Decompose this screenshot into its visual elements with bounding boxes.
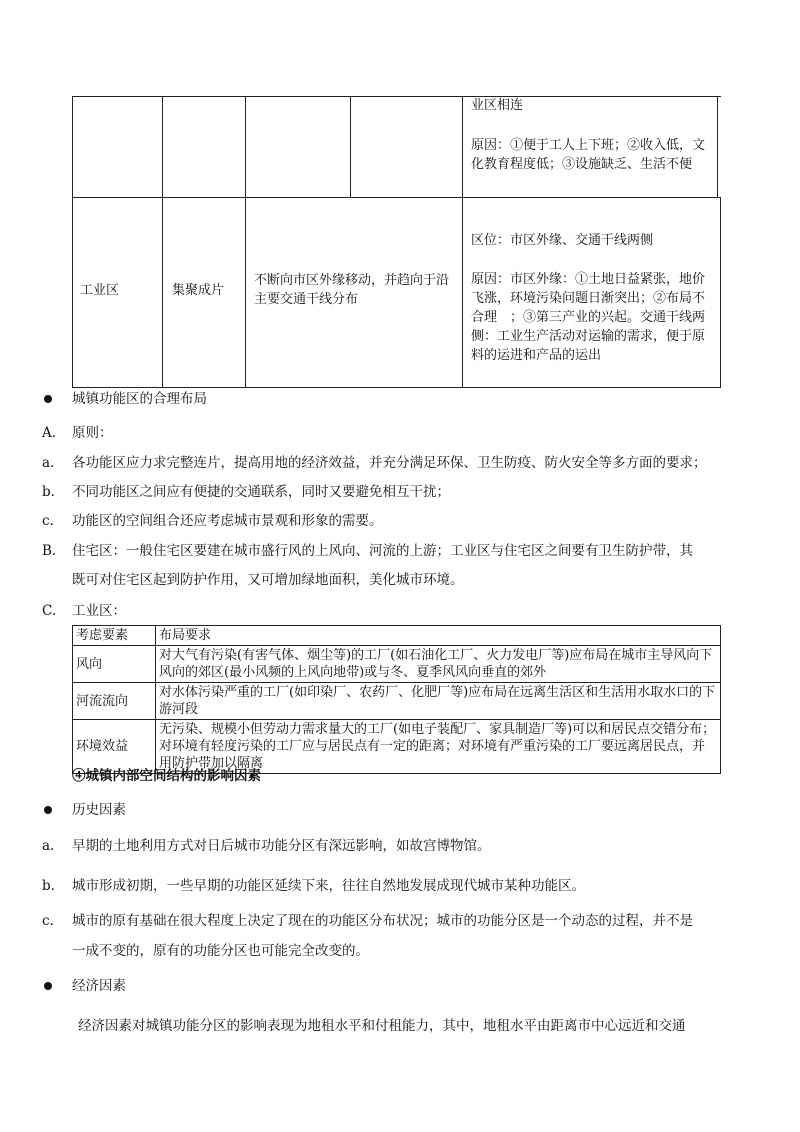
list-marker: c. bbox=[42, 913, 54, 929]
list-marker: c. bbox=[42, 513, 54, 529]
subsection-heading: 历史因素 bbox=[72, 802, 126, 818]
table-cell: 无污染、规模小但劳动力需求量大的工厂(如电子装配厂、家具制造厂等)可以和居民点交错分布；对环境有轻度污染的工厂应与居民点有一定的距离；对环境有严重污染的工厂要远离居民点，并用防护带加以隔离 bbox=[156, 720, 721, 774]
table1-border bbox=[72, 387, 721, 388]
table1-cell: 工业区 bbox=[80, 283, 120, 298]
bullet-icon bbox=[44, 395, 52, 403]
list-item: 原则： bbox=[72, 425, 113, 441]
table1-border bbox=[245, 96, 246, 388]
list-item-continued: 既可对住宅区起到防护作用，又可增加绿地面积，美化城市环境。 bbox=[72, 572, 464, 588]
list-marker: B. bbox=[42, 543, 57, 559]
list-item-continued: 一成不变的，原有的功能分区也可能完全改变的。 bbox=[72, 943, 369, 959]
bullet-icon bbox=[44, 806, 52, 814]
table1-border bbox=[162, 96, 163, 388]
list-item: 城市形成初期，一些早期的功能区延续下来，往往自然地发展成现代城市某种功能区。 bbox=[72, 878, 585, 894]
table1-border bbox=[350, 96, 351, 198]
list-item: 住宅区：一般住宅区要建在城市盛行风的上风向、河流的上游；工业区与住宅区之间要有卫生防护带，其 bbox=[72, 543, 693, 559]
table1-cell: 区位：市区外缘、交通干线两侧 bbox=[471, 233, 654, 248]
paragraph: 经济因素对城镇功能分区的影响表现为地租水平和付租能力，其中，地租水平由距离市中心远近和交通 bbox=[78, 1018, 686, 1034]
table1-border bbox=[72, 96, 73, 388]
list-item: 不同功能区之间应有便捷的交通联系，同时又要避免相互干扰； bbox=[72, 484, 450, 500]
table-cell: 环境效益 bbox=[73, 720, 156, 774]
list-item: 早期的土地利用方式对日后城市功能分区有深远影响，如故宫博物馆。 bbox=[72, 838, 491, 854]
table-cell: 河流流向 bbox=[73, 683, 156, 720]
subsection-heading: 经济因素 bbox=[72, 978, 126, 994]
table1-border bbox=[717, 96, 718, 198]
list-marker: a. bbox=[42, 455, 55, 471]
list-marker: C. bbox=[42, 603, 57, 619]
table-row bbox=[73, 720, 721, 774]
list-item: 各功能区应力求完整连片，提高用地的经济效益，并充分满足环保、卫生防疫、防火安全等多方面的要求； bbox=[72, 455, 707, 471]
list-item: 工业区： bbox=[72, 603, 126, 619]
table1-cell: 业区相连 bbox=[471, 98, 524, 113]
table1-cell: 原因：市区外缘：①土地日益紧张，地价飞涨，环境污染问题日渐突出；②布局不合理 ；③第三产业的兴起。交通干线两侧：工业生产活动对运输的需求，便于原料的运进和产品的运出 bbox=[471, 272, 706, 363]
table-row bbox=[73, 683, 721, 720]
table-header-row bbox=[73, 626, 721, 646]
table-cell: 对水体污染严重的工厂(如印染厂、农药厂、化肥厂等)应布局在远离生活区和生活用水取水口的下游河段 bbox=[156, 683, 721, 720]
list-marker: A. bbox=[42, 425, 57, 441]
table1-cell: 集聚成片 bbox=[172, 283, 225, 298]
table1-cell: 原因：①便于工人上下班；②收入低，文化教育程度低；③设施缺乏、生活不便 bbox=[471, 138, 706, 172]
list-item: 功能区的空间组合还应考虑城市景观和形象的需要。 bbox=[72, 513, 383, 529]
list-marker: a. bbox=[42, 838, 55, 854]
table1-border bbox=[72, 197, 462, 198]
table1-cell: 不断向市区外缘移动，并趋向于沿主要交通干线分布 bbox=[254, 273, 450, 307]
table1-border bbox=[462, 197, 721, 198]
table1-border bbox=[720, 197, 721, 388]
table-header-cell: 考虑要素 bbox=[73, 626, 156, 646]
list-marker: b. bbox=[42, 878, 55, 894]
table-cell: 对大气有污染(有害气体、烟尘等)的工厂(如石油化工厂、火力发电厂等)应布局在城市主导风向下风向的郊区(最小风频的上风向地带)或与冬、夏季风风向垂直的郊外 bbox=[156, 646, 721, 683]
table-cell: 风向 bbox=[73, 646, 156, 683]
table-header-cell: 布局要求 bbox=[156, 626, 721, 646]
table-row bbox=[73, 646, 721, 683]
bullet-icon bbox=[44, 982, 52, 990]
industry-layout-table bbox=[72, 625, 721, 774]
list-item: 城市的原有基础在很大程度上决定了现在的功能区分布状况；城市的功能分区是一个动态的过程，并不是 bbox=[72, 913, 693, 929]
list-marker: b. bbox=[42, 484, 55, 500]
table1-border bbox=[462, 96, 463, 388]
section-heading: ④城镇内部空间结构的影响因素 bbox=[72, 768, 261, 784]
section-heading: 城镇功能区的合理布局 bbox=[72, 391, 207, 407]
